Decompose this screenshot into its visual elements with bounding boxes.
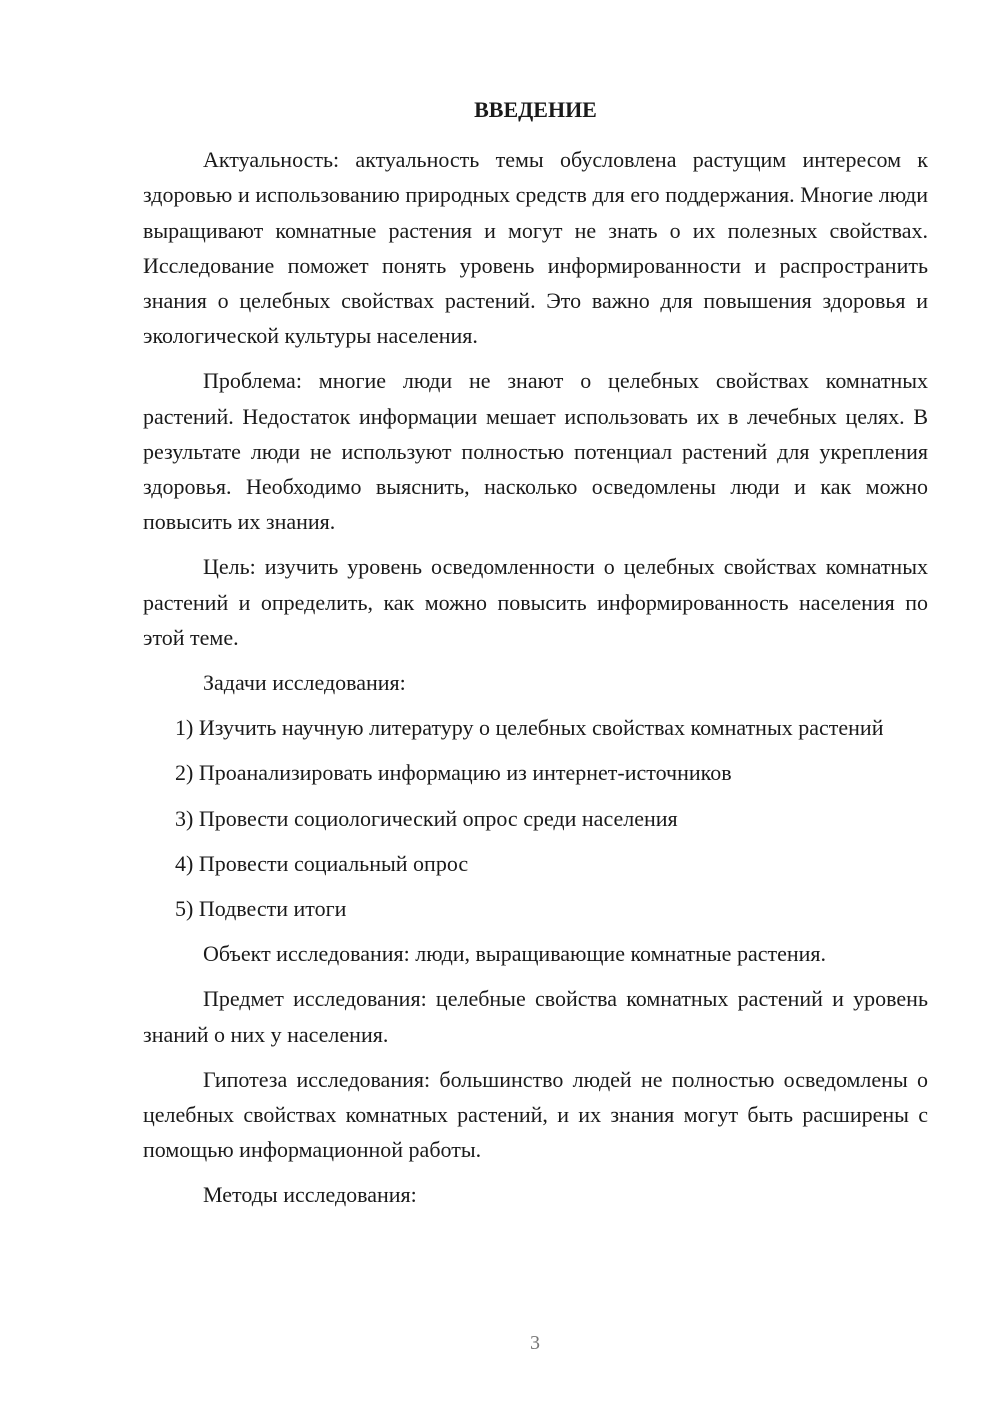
problem-paragraph: Проблема: многие люди не знают о целебных свойствах комнатных растений. Недостаток информации мешает использовать их в лечебных целях. В результате люди не используют полностью потенциал растений для укрепления здоровья. Необходимо выяснить, насколько осведомлены люди и как можно повысить их знания. [143, 368, 928, 535]
hypothesis-paragraph: Гипотеза исследования: большинство людей не полностью осведомлены о целебных свойствах комнатных растений, и их знания могут быть расширены с помощью информационной работы. [143, 1066, 928, 1163]
relevance-paragraph: Актуальность: актуальность темы обусловлена растущим интересом к здоровью и использованию природных средств для его поддержания. Многие люди выращивают комнатные растения и могут не знать о их полезных свойствах. Исследование поможет понять уровень информированности и распространить знания о целебных свойствах растений. Это важно для повышения здоровья и экологической культуры населения. [143, 147, 928, 349]
goal-paragraph: Цель: изучить уровень осведомленности о целебных свойствах комнатных растений и определить, как можно повысить информированность населения по этой теме. [143, 554, 928, 650]
task-item: 2) Проанализировать информацию из интернет-источников [175, 760, 732, 786]
object-paragraph: Объект исследования: люди, выращивающие комнатные растения. [203, 941, 827, 967]
page-number: 3 [530, 1332, 540, 1354]
task-item: 4) Провести социальный опрос [175, 850, 469, 876]
task-item: 5) Подвести итоги [175, 896, 347, 922]
document-page [143, 92, 928, 1223]
methods-heading: Методы исследования: [203, 1182, 417, 1208]
tasks-heading: Задачи исследования: [203, 670, 406, 696]
task-item: 1) Изучить научную литературу о целебных свойствах комнатных растений [175, 715, 884, 741]
subject-paragraph: Предмет исследования: целебные свойства комнатных растений и уровень знаний о них у населения. [143, 986, 928, 1047]
section-title: ВВЕДЕНИЕ [474, 97, 597, 122]
task-item: 3) Провести социологический опрос среди населения [175, 805, 678, 831]
